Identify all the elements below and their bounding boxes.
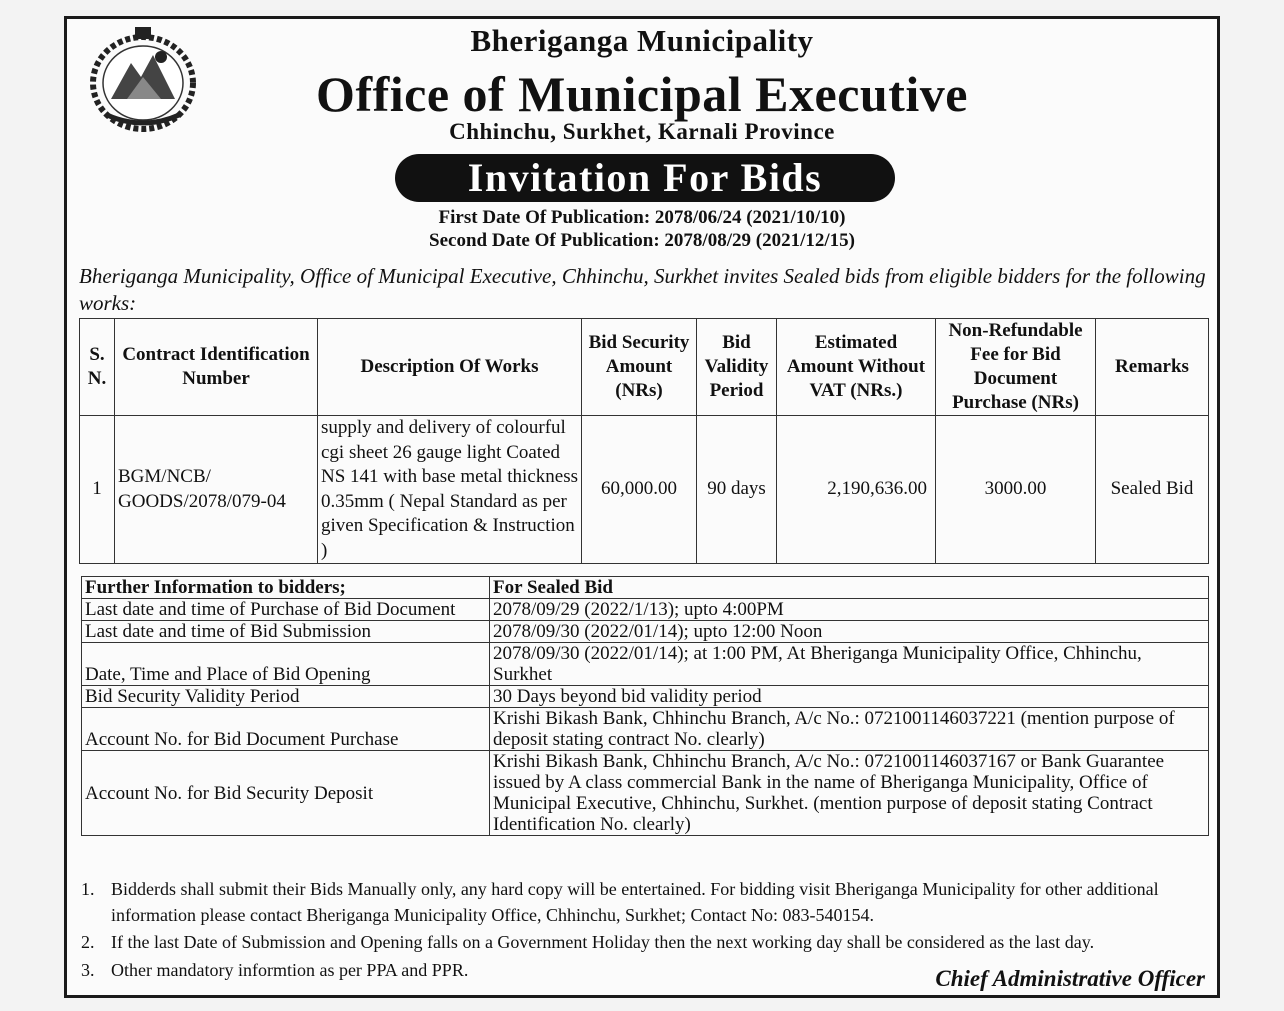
header-document-fee: Non-Refundable Fee for Bid Document Purchase (NRs)	[936, 319, 1096, 416]
second-publication-date: Second Date Of Publication: 2078/08/29 (2021/12/15)	[429, 230, 855, 251]
table-row	[80, 416, 1209, 564]
bid-table	[79, 318, 1209, 564]
info-label: Account No. for Bid Security Deposit	[82, 751, 490, 836]
info-label: Account No. for Bid Document Purchase	[82, 708, 490, 751]
info-row	[82, 599, 1209, 621]
cell-document-fee: 3000.00	[936, 416, 1096, 564]
note-number: 2.	[81, 932, 95, 952]
cell-bid-validity: 90 days	[697, 416, 777, 564]
info-value: Krishi Bikash Bank, Chhinchu Branch, A/c No.: 0721001146037167 or Bank Guarantee issued by A class commercial Bank in the name of Bheriganga Municipality, Office of Municipal Executive, Chhinchu, Surkhet. (mention purpose of deposit stating Contract Identification No. clearly)	[490, 751, 1209, 836]
cell-bid-security: 60,000.00	[582, 416, 697, 564]
cell-estimated-amount: 2,190,636.00	[777, 416, 936, 564]
info-header-left: Further Information to bidders;	[82, 577, 490, 599]
header-contract-id: Contract Identification Number	[115, 319, 318, 416]
info-label: Last date and time of Purchase of Bid Document	[82, 599, 490, 621]
info-header-row	[82, 577, 1209, 599]
note-number: 3.	[81, 959, 95, 980]
info-value: Krishi Bikash Bank, Chhinchu Branch, A/c No.: 0721001146037221 (mention purpose of deposit stating contract No. clearly)	[490, 708, 1209, 751]
notice-title: Invitation For Bids	[395, 154, 895, 202]
info-value: 2078/09/29 (2022/1/13); upto 4:00PM	[490, 599, 1209, 621]
header-bid-security: Bid Security Amount (NRs)	[582, 319, 697, 416]
note-text: If the last Date of Submission and Opening falls on a Government Holiday then the next working day shall be considered as the last day.	[111, 932, 1095, 952]
info-row	[82, 708, 1209, 751]
office-address: Chhinchu, Surkhet, Karnali Province	[449, 119, 835, 144]
info-value: 30 Days beyond bid validity period	[490, 686, 1209, 708]
cell-sn: 1	[80, 416, 115, 564]
first-publication-date: First Date Of Publication: 2078/06/24 (2021/10/10)	[438, 207, 846, 228]
municipality-name: Bheriganga Municipality	[470, 23, 814, 58]
office-name: Office of Municipal Executive	[316, 66, 968, 122]
info-label: Date, Time and Place of Bid Opening	[82, 643, 490, 686]
info-value: 2078/09/30 (2022/01/14); upto 12:00 Noon	[490, 621, 1209, 643]
info-row	[82, 751, 1209, 836]
info-row	[82, 686, 1209, 708]
info-value: 2078/09/30 (2022/01/14); at 1:00 PM, At Bheriganga Municipality Office, Chhinchu, Surkhet	[490, 643, 1209, 686]
cell-remarks: Sealed Bid	[1096, 416, 1209, 564]
bid-notice	[64, 16, 1220, 998]
header-description: Description Of Works	[318, 319, 582, 416]
intro-text: Bheriganga Municipality, Office of Municipal Executive, Chhinchu, Surkhet invites Sealed bids from eligible bidders for the following works:	[79, 264, 1206, 315]
header-bid-validity: Bid Validity Period	[697, 319, 777, 416]
list-item	[81, 930, 1211, 956]
list-item	[81, 877, 1211, 928]
info-row	[82, 643, 1209, 686]
info-label: Last date and time of Bid Submission	[82, 621, 490, 643]
cell-contract-id: BGM/NCB/ GOODS/2078/079-04	[115, 416, 318, 564]
info-header-right: For Sealed Bid	[490, 577, 1209, 599]
bid-table-header-row	[80, 319, 1209, 416]
note-text: Bidderds shall submit their Bids Manually only, any hard copy will be entertained. For bidding visit Bheriganga Municipality for other additional information please contact Bheriganga Municipality Office, Chhinchu, Surkhet; Contact No: 083-540154.	[111, 879, 1159, 925]
info-row	[82, 621, 1209, 643]
header-estimated-amount: Estimated Amount Without VAT (NRs.)	[777, 319, 936, 416]
cell-description: supply and delivery of colourful cgi sheet 26 gauge light Coated NS 141 with base metal thickness 0.35mm ( Nepal Standard as per given Specification & Instruction )	[318, 416, 582, 564]
header-sn: S. N.	[80, 319, 115, 416]
signature-title: Chief Administrative Officer	[935, 966, 1205, 991]
info-label: Bid Security Validity Period	[82, 686, 490, 708]
further-info-table	[81, 576, 1209, 836]
note-text: Other mandatory informtion as per PPA and PPR.	[111, 959, 469, 980]
note-number: 1.	[81, 879, 95, 899]
header-remarks: Remarks	[1096, 319, 1209, 416]
